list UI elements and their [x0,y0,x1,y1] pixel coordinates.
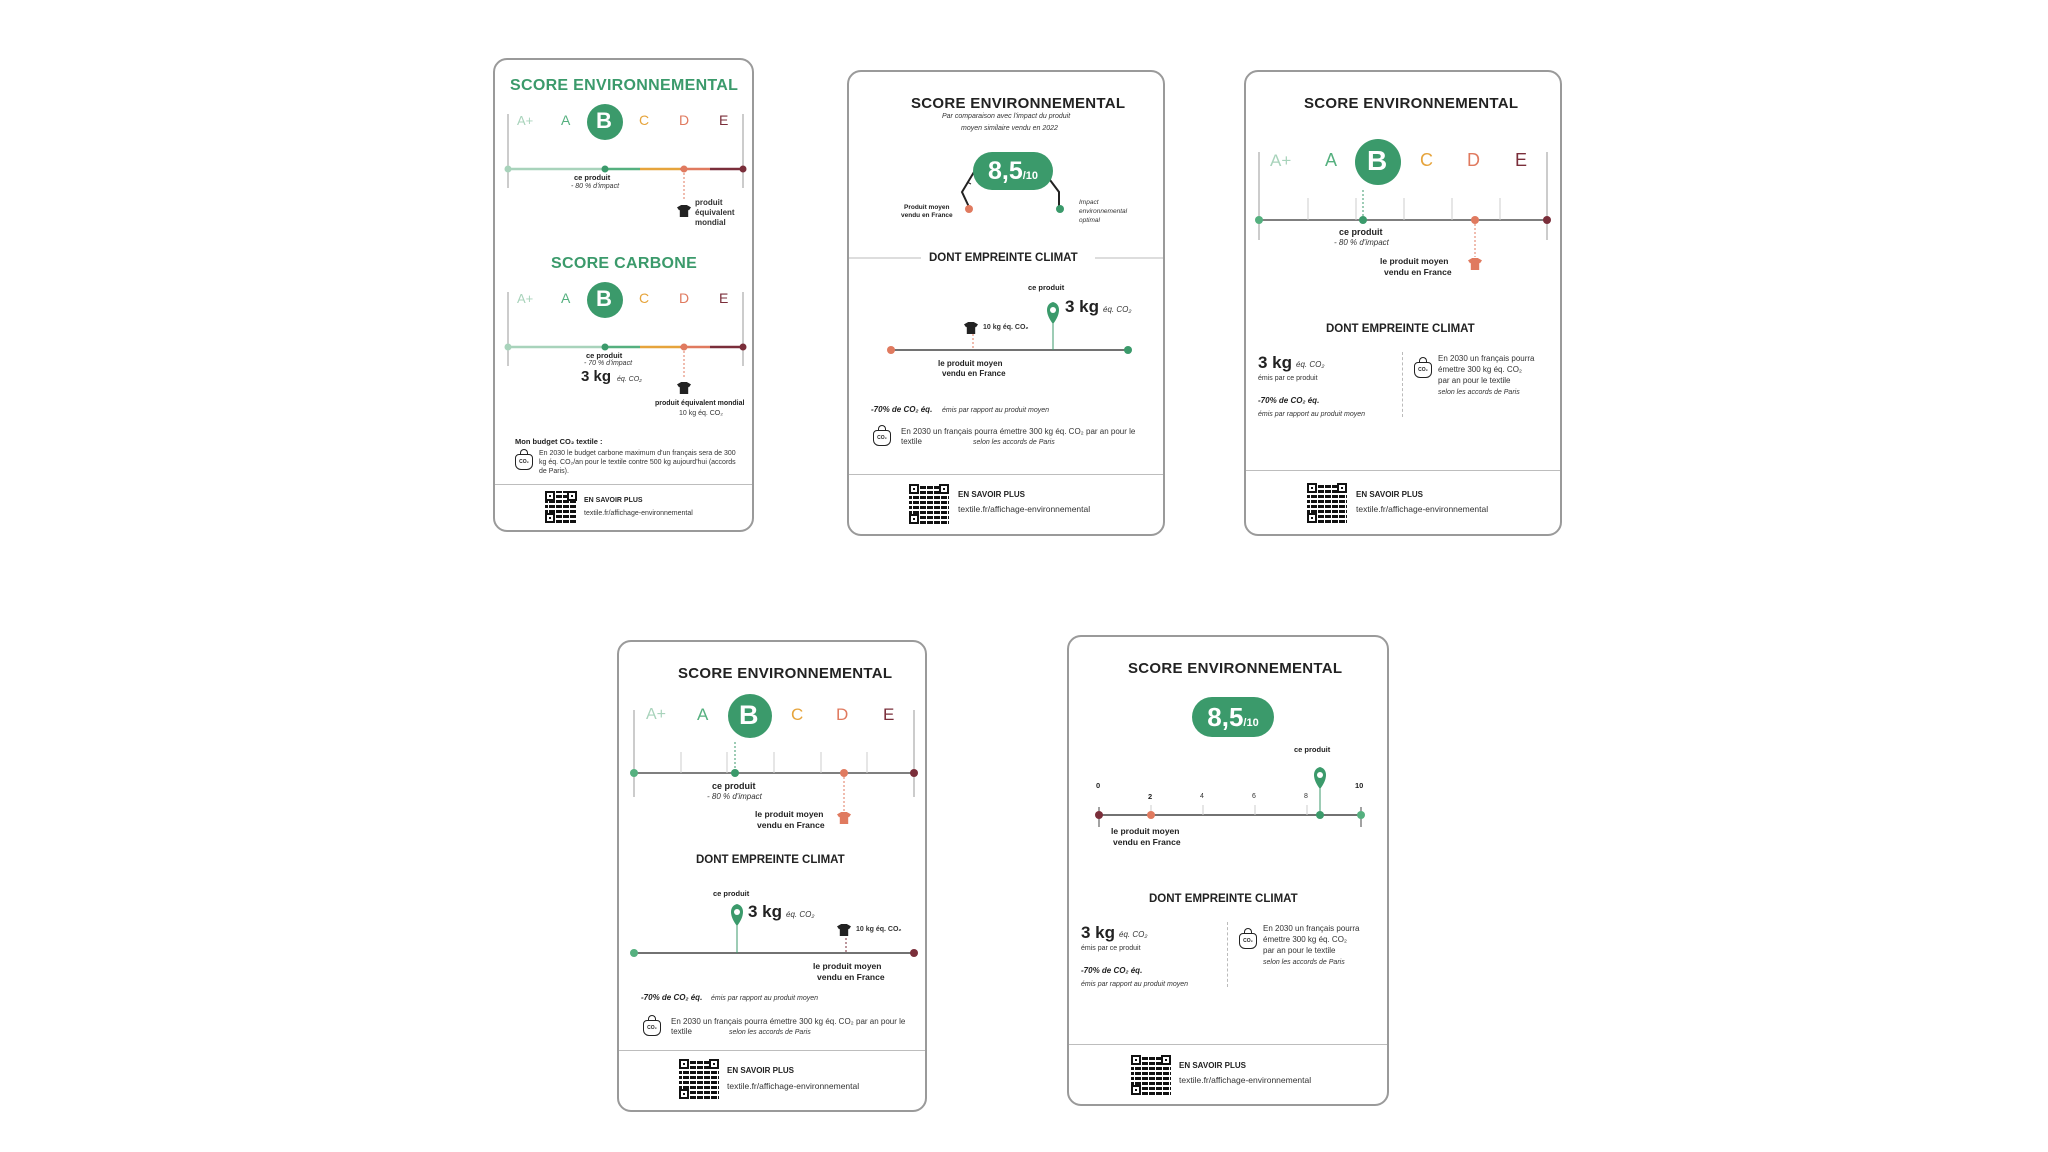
grade-e: E [883,705,895,724]
env-score-title: SCORE ENVIRONNEMENTAL [678,665,893,682]
tick-4: 4 [1200,793,1204,800]
emitted-label: émis par ce produit [1081,945,1141,952]
climate-title: DONT EMPREINTE CLIMAT [696,854,845,866]
carbon-score-title: SCORE CARBONE [551,255,698,272]
grade-a: A [1325,150,1338,170]
qr-code[interactable] [909,484,949,524]
avg-label-1: le produit moyen [938,359,1003,368]
env-score-title: SCORE ENVIRONNEMENTAL [1304,95,1519,112]
paris-note: selon les accords de Paris [1438,389,1520,396]
paris-line-2: émettre 300 kg éq. CO₂ [1438,365,1523,374]
reduction: -70% de CO₂ éq. [871,405,933,414]
kg-value: 3 kg [748,902,783,921]
this-product-label: ce produit [1294,745,1331,754]
tick-6: 6 [1252,793,1256,800]
grade-e: E [719,112,729,128]
avg-label-2: vendu en France [1384,267,1452,277]
impact-label: - 80 % d'impact [1334,238,1389,247]
score-max: /10 [1022,170,1039,182]
avg-label-2: vendu en France [757,820,825,830]
grade-e: E [1515,150,1528,170]
this-product-label: ce produit [713,889,750,898]
grade-b-selected: B [739,700,759,730]
paris-note: selon les accords de Paris [729,1029,811,1036]
this-product-label: ce produit [586,351,623,360]
qr-code[interactable] [545,491,577,523]
emitted-label: émis par ce produit [1258,375,1318,382]
grade-c: C [1420,150,1433,170]
kg-unit: éq. CO₂ [617,376,642,383]
kg-value: 3 kg [1258,353,1293,372]
grade-d: D [679,290,690,306]
climate-title: DONT EMPREINTE CLIMAT [1149,893,1298,905]
kg-value: 3 kg [1081,923,1116,942]
qr-code[interactable] [1307,483,1347,523]
column-separator [1402,352,1403,417]
paris-line-2: émettre 300 kg éq. CO₂ [1263,935,1348,944]
env-score-title: SCORE ENVIRONNEMENTAL [911,95,1126,112]
grade-c: C [791,705,804,724]
kg-unit: éq. CO₂ [1103,305,1132,314]
grade-a-plus: A+ [646,706,667,723]
climate-title: DONT EMPREINTE CLIMAT [1326,323,1475,335]
paris-line-1: En 2030 un français pourra [1438,354,1535,363]
footer-divider [495,484,754,485]
avg-label-1: le produit moyen [755,809,824,819]
grade-a: A [697,705,709,724]
tick-10: 10 [1355,781,1364,790]
avg-kg: 10 kg éq. CO₂ [856,926,902,933]
kg-unit: éq. CO₂ [1119,930,1148,939]
grade-c: C [639,112,650,128]
grade-a: A [561,112,571,128]
equiv-label: produit équivalent mondial [695,198,735,227]
paris-text: En 2030 un français pourra émettre 300 kg éq. CO₂ par an pour le textile [671,1017,906,1036]
footer-divider [849,474,1165,475]
card2-graphics [849,72,1165,536]
card3-graphics [1246,72,1562,536]
score-max: /10 [1243,717,1259,729]
right-label-3: optimal [1079,217,1100,224]
subtitle-1: Par comparaison avec l'impact du produit [942,113,1071,120]
grade-d: D [836,705,849,724]
learn-more-url[interactable]: textile.fr/affichage-environnemental [584,510,693,517]
card-score-grade-climate [1244,70,1562,536]
learn-more-url[interactable]: textile.fr/affichage-environnemental [1356,504,1489,514]
card-score-10-scale [1067,635,1389,1106]
reduction: -70% de CO₂ éq. [641,993,703,1002]
this-product-label: ce produit [712,781,756,791]
avg-label-1: le produit moyen [813,961,882,971]
grade-a-plus: A+ [517,291,534,306]
grade-a-plus: A+ [1270,151,1292,170]
grade-c: C [639,290,650,306]
paris-note: selon les accords de Paris [973,439,1055,446]
tick-0: 0 [1096,781,1101,790]
learn-more-label[interactable]: EN SAVOIR PLUS [1356,490,1423,499]
score-pill [973,152,1053,190]
footer-divider [619,1050,927,1051]
grade-b-selected: B [596,108,612,133]
weight-icon: CO₂ [643,1020,661,1036]
weight-icon: CO₂ [515,454,533,470]
avg-label-1: le produit moyen [1380,256,1449,266]
learn-more-label[interactable]: EN SAVOIR PLUS [727,1066,794,1075]
budget-title: Mon budget CO₂ textile : [515,437,603,446]
impact-label: - 70 % d'impact [584,360,633,367]
kg-value: 3 kg [581,368,612,385]
grade-d: D [679,112,690,128]
weight-icon: CO₂ [1239,933,1257,949]
score-value: 8,5 [987,157,1023,185]
learn-more-url[interactable]: textile.fr/affichage-environnemental [958,504,1091,514]
this-product-label: ce produit [574,173,611,182]
reduction-note: émis par rapport au produit moyen [1081,981,1188,988]
qr-code[interactable] [679,1059,719,1099]
impact-label: - 80 % d'impact [707,792,762,801]
paris-text: En 2030 un français pourra émettre 300 kg éq. CO₂ par an pour le textile [901,427,1136,446]
learn-more-label[interactable]: EN SAVOIR PLUS [584,497,643,504]
qr-code[interactable] [1131,1055,1171,1095]
climate-title: DONT EMPREINTE CLIMAT [929,252,1078,264]
tick-8: 8 [1304,793,1308,800]
reduction-note: émis par rapport au produit moyen [711,995,818,1002]
kg-unit: éq. CO₂ [1296,360,1325,369]
card-score-10-comparison [847,70,1165,536]
weight-icon: CO₂ [873,430,891,446]
grade-a: A [561,290,571,306]
footer-divider [1069,1044,1389,1045]
impact-label: - 80 % d'impact [571,183,620,190]
equiv-kg: 10 kg éq. CO₂ [679,410,723,417]
subtitle-2: moyen similaire vendu en 2022 [961,125,1058,132]
paris-note: selon les accords de Paris [1263,959,1345,966]
grade-e: E [719,290,729,306]
column-separator [1227,922,1228,987]
weight-icon: CO₂ [1414,362,1432,378]
equiv-label: produit équivalent mondial [655,400,745,407]
right-label-1: Impact [1079,199,1099,206]
learn-more-url[interactable]: textile.fr/affichage-environnemental [1179,1075,1312,1085]
right-label-2: environnemental [1079,208,1128,215]
footer-divider [1246,470,1562,471]
avg-label-2: vendu en France [942,369,1006,378]
learn-more-label[interactable]: EN SAVOIR PLUS [958,490,1025,499]
paris-line-3: par an pour le textile [1263,946,1336,955]
card-score-carbone [493,58,754,532]
score-value: 8,5 [1207,702,1244,732]
avg-label-2: vendu en France [1113,837,1181,847]
learn-more-label[interactable]: EN SAVOIR PLUS [1179,1061,1246,1070]
paris-line-1: En 2030 un français pourra [1263,924,1360,933]
this-product-label: ce produit [1028,283,1065,292]
env-score-title: SCORE ENVIRONNEMENTAL [1128,660,1343,677]
grade-b-selected: B [596,286,612,311]
reduction-note: émis par rapport au produit moyen [942,407,1049,414]
reduction: -70% de CO₂ éq. [1258,396,1320,405]
tick-2: 2 [1148,792,1153,801]
avg-kg: 10 kg éq. CO₂ [983,324,1029,331]
card-score-grade-climate-line [617,640,927,1112]
paris-line-3: par an pour le textile [1438,376,1511,385]
avg-label-2: vendu en France [817,972,885,982]
kg-unit: éq. CO₂ [786,910,815,919]
score-pill [1192,697,1274,737]
budget-text: En 2030 le budget carbone maximum d'un français sera de 300 kg éq. CO₂/an pour le textile contre 500 kg aujourd'hui (accords de Paris). [539,450,736,475]
learn-more-url[interactable]: textile.fr/affichage-environnemental [727,1081,860,1091]
grade-d: D [1467,150,1480,170]
this-product-label: ce produit [1339,227,1383,237]
avg-label-1: le produit moyen [1111,826,1180,836]
left-label-1: Produit moyen [904,204,950,211]
reduction: -70% de CO₂ éq. [1081,966,1143,975]
env-score-title: SCORE ENVIRONNEMENTAL [510,77,739,94]
grade-a-plus: A+ [517,113,534,128]
grade-b-selected: B [1367,145,1388,176]
left-label-2: vendu en France [901,212,953,219]
reduction-note: émis par rapport au produit moyen [1258,411,1365,418]
kg-value: 3 kg [1065,297,1100,316]
